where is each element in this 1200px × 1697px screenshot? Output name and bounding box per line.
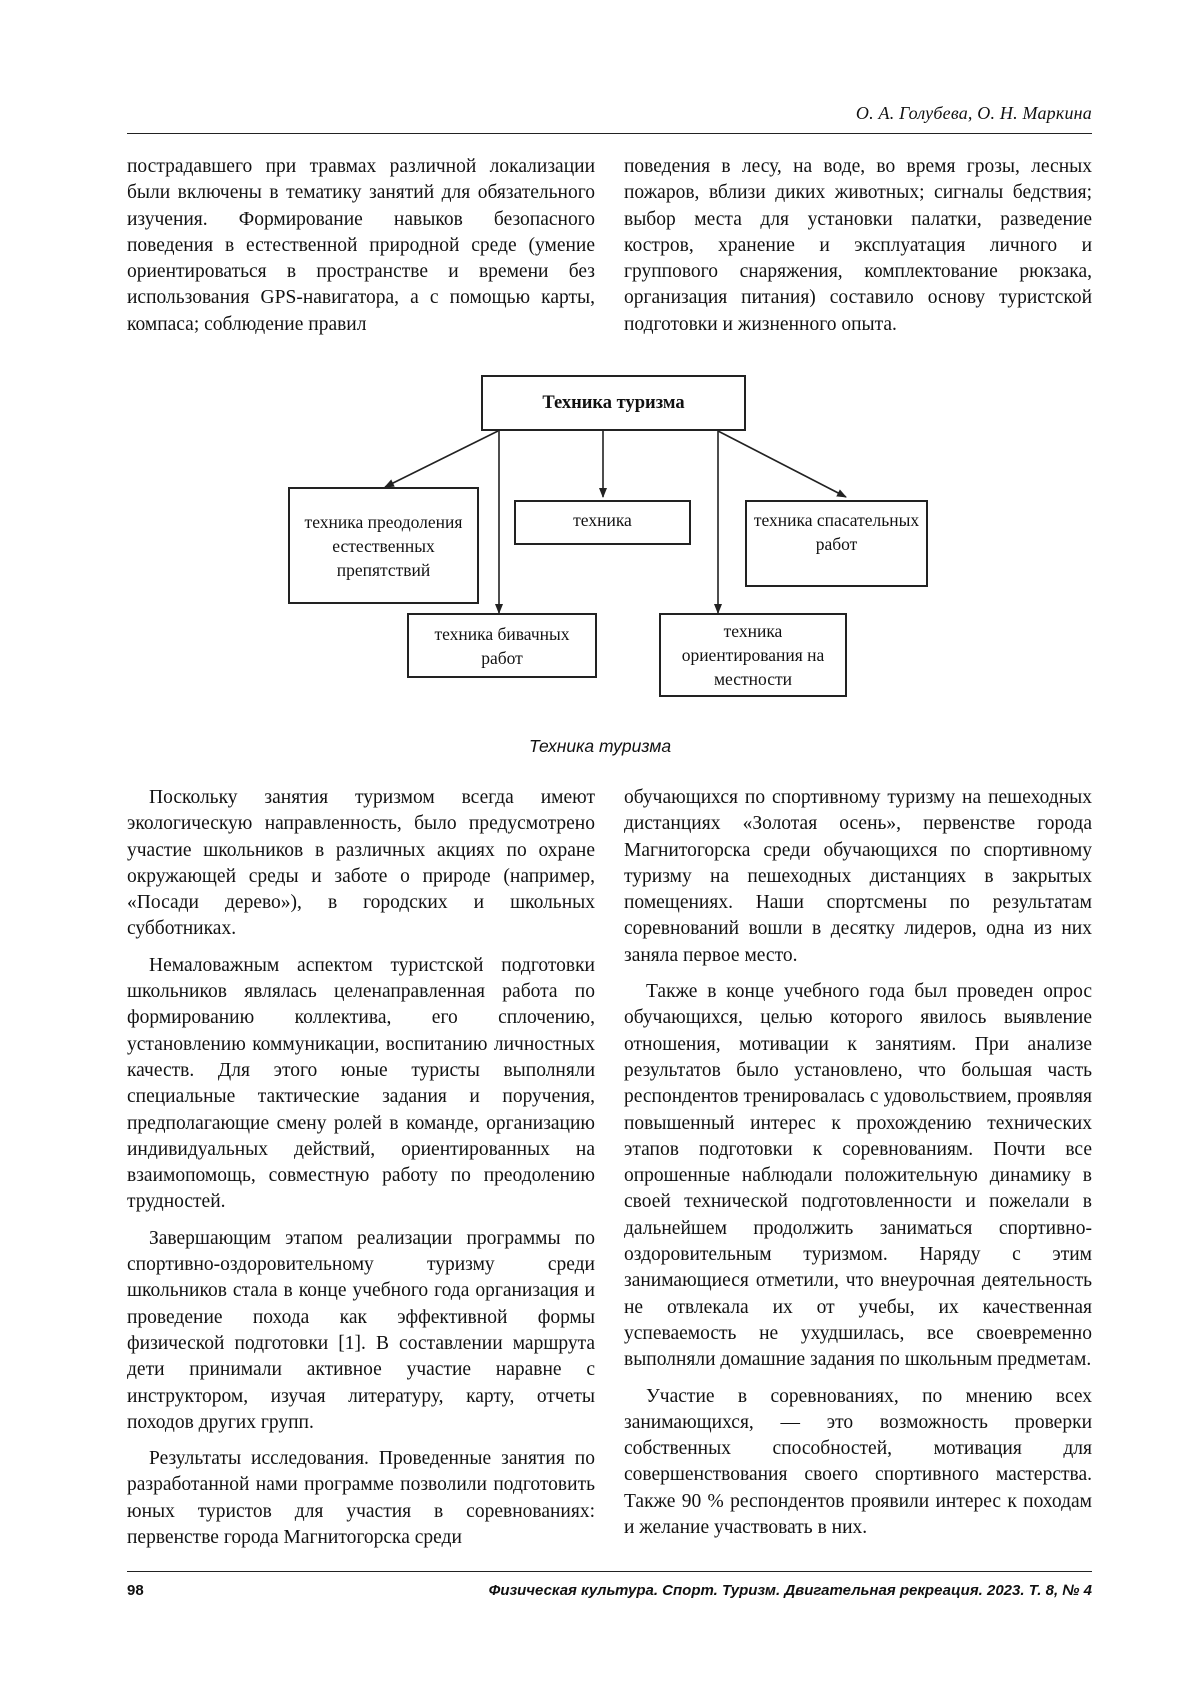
- running-header-authors: О. А. Голубева, О. Н. Маркина: [855, 103, 1092, 123]
- column-bottom-left: [127, 785, 595, 1551]
- column-top-left: [127, 154, 595, 338]
- footer-rule: [127, 1571, 1092, 1572]
- header-rule: [127, 133, 1092, 134]
- paragraph: Результаты исследования. Проведенные занятия по разработанной нами программе позволили подготовить юных туристов для участия в соревнованиях: первенстве города Магнитогорска среди: [127, 1448, 595, 1549]
- arrow-to-obstacles: [385, 431, 498, 487]
- figure-caption: Техника туризма: [528, 736, 672, 756]
- paragraph: обучающихся по спортивному туризму на пешеходных дистанциях «Золотая осень», первенстве города Магнитогорска среди обучающихся по спортивному туризму на пешеходных дистанциях в закрытых помещениях. Наши спортсмены по результатам соревнований вошли в десятку лидеров, одна из них заняла первое место.: [624, 787, 1092, 966]
- paragraph: Немаловажным аспектом туристской подготовки школьников являлась целенаправленная работа по формированию коллектива, его сплочению, установлению коммуникации, воспитанию личностных качеств. Для этого юные туристы выполняли специальные тактические задания и поручения, предполагающие смену ролей в команде, организацию индивидуальных действий, ориентированных на взаимопомощь, совместную работу по преодолению трудностей.: [127, 954, 595, 1213]
- diagram-box-orientation: техника ориентирования на местности: [659, 613, 847, 697]
- paragraph: пострадавшего при травмах различной локализации были включены в тематику занятий для обязательного изучения. Формирование навыков безопасного поведения в естественной природной среде (умение ориентироваться в пространстве и времени без использования GPS-навигатора, а с помощью карты, компаса; соблюдение правил: [127, 156, 595, 335]
- paragraph: Поскольку занятия туризмом всегда имеют экологическую направленность, было предусмотрено участие школьников в различных акциях по охране окружающей среды и заботе о природе (например, «Посади дерево»), в городских и школьных субботниках.: [127, 787, 595, 940]
- paragraph: поведения в лесу, на воде, во время грозы, лесных пожаров, вблизи диких животных; сигналы бедствия; выбор места для установки палатки, разведение костров, хранение и эксплуатация личного и группового снаряжения, комплектование рюкзака, организация питания) составило основу туристской подготовки и жизненного опыта.: [624, 156, 1092, 335]
- diagram-box-bivouac: техника бивачных работ: [407, 613, 597, 678]
- journal-footer: Физическая культура. Спорт. Туризм. Двигательная рекреация. 2023. Т. 8, № 4: [488, 1582, 1092, 1599]
- arrow-to-rescue: [718, 431, 846, 497]
- column-top-right: [624, 154, 1092, 338]
- column-bottom-right: [624, 785, 1092, 1541]
- diagram-box-rescue: техника спасательных работ: [745, 500, 928, 587]
- diagram-box-middle: техника: [514, 500, 691, 545]
- paragraph: Участие в соревнованиях, по мнению всех занимающихся, — это возможность проверки собственных способностей, мотивация для совершенствования своего спортивного мастерства. Также 90 % респондентов проявили интерес к походам и желание участвовать в них.: [624, 1385, 1092, 1539]
- paragraph: Также в конце учебного года был проведен опрос обучающихся, целью которого явилось выявление отношения, мотивации к занятиям. При анализе результатов было установлено, что большая часть респондентов тренировалась с удовольствием, проявляя повышенный интерес к прохождению технических этапов подготовки к соревнованиям. Почти все опрошенные наблюдали положительную динамику в своей технической подготовленности и пожелали в дальнейшем продолжить заниматься спортивно-оздоровительным туризмом. Наряду с этим занимающиеся отметили, что внеурочная деятельность не отвлекала их от учебы, их качественная успеваемость не ухудшилась, все своевременно выполняли домашние задания по школьным предметам.: [624, 981, 1092, 1371]
- diagram-box-obstacles: техника преодоления естественных препятствий: [288, 487, 479, 604]
- paragraph: Завершающим этапом реализации программы по спортивно-оздоровительному туризму среди школьников стала в конце учебного года организация и проведение похода как эффективной формы физической подготовки [1]. В составлении маршрута дети принимали активное участие наравне с инструктором, изучая литературу, карту, отчеты походов других групп.: [127, 1227, 595, 1433]
- page-number: 98: [127, 1582, 144, 1599]
- diagram-root-box: Техника туризма: [481, 375, 746, 431]
